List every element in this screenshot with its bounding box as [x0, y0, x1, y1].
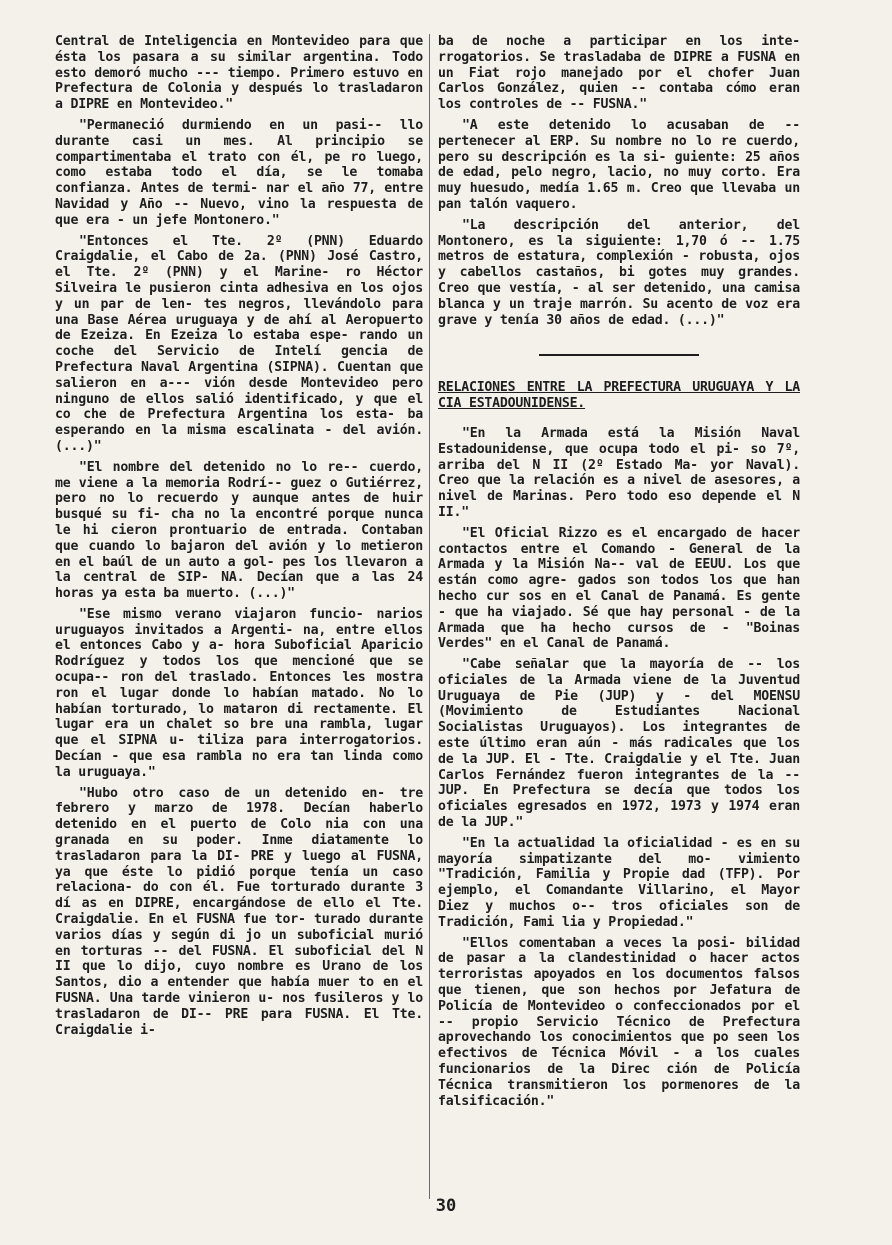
paragraph: "El Oficial Rizzo es el encargado de hacer contactos entre el Comando - General de la Armada y la Misión Na-- val de EEUU. Los que están como agre- gados son todos los que han hecho cur sos en el Canal de Panamá. Es gente - que ha viajado. Sé que hay personal - de la Armada que ha hecho cursos de - "Boinas Verdes" en el Canal de Panamá. — [438, 525, 800, 652]
section-heading: RELACIONES ENTRE LA PREFECTURA URUGUAYA Y LA CIA ESTADOUNIDENSE. — [438, 380, 800, 412]
page-number: 30 — [435, 1196, 457, 1216]
paragraph: "Entonces el Tte. 2º (PNN) Eduardo Craigdalie, el Cabo de 2a. (PNN) José Castro, el Tte. 2º (PNN) y el Marine- ro Héctor Silveira le pusieron cinta adhesiva en los ojos y un par de len- tes negros, llevándolo para una Base Aérea uruguaya y de ahí al Aeropuerto de Ezeiza. En Ezeiza lo estaba espe- rando un coche del Servicio de Intelí gencia de Prefectura Naval Argentina (SIPNA). Cuentan que salieron en a--- vión desde Montevideo pero ninguno de ellos salió identificado, y que el co che de Prefectura Argentina los esta- ba esperando en la misma escalinata - del avión. (...)" — [55, 233, 423, 454]
paragraph: "La descripción del anterior, del Montonero, es la siguiente: 1,70 ó -- 1.75 metros de estatura, complexión - robusta, ojos y cabellos castaños, bi gotes muy grandes. Creo que vestía, - al ser detenido, una camisa blanca y un traje marrón. Su acento de voz era grave y tenía 30 años de edad. (...)" — [438, 217, 800, 328]
right-column — [438, 34, 800, 1114]
section-separator-rule — [539, 354, 699, 356]
paragraph: "Ese mismo verano viajaron funcio- narios uruguayos invitados a Argenti- na, entre ellos el entonces Cabo y a- hora Suboficial Aparicio Rodríguez y todos los que mencioné que se ocupa-- ron del traslado. Entonces les mostra ron el lugar donde lo habían matado. No lo habían torturado, lo mataron di rectamente. El lugar era un chalet so bre una rambla, lugar que el SIPNA u- tiliza para interrogatorios. Decían - que esa rambla no era tan linda como la uruguaya." — [55, 606, 423, 780]
paragraph: "A este detenido lo acusaban de -- pertenecer al ERP. Su nombre no lo re cuerdo, pero su descripción es la si- guiente: 25 años de edad, pelo negro, lacio, no muy corto. Era muy huesudo, medía 1.65 m. Creo que llevaba un pan talón vaquero. — [438, 117, 800, 212]
column-divider — [429, 34, 430, 1199]
paragraph: ba de noche a participar en los inte- rrogatorios. Se trasladaba de DIPRE a FUSNA en un Fiat rojo manejado por el chofer Juan Carlos González, quien -- contaba cómo eran los controles de -- FUSNA." — [438, 34, 800, 113]
paragraph: "El nombre del detenido no lo re-- cuerdo, me viene a la memoria Rodrí-- guez o Gutiérrez, pero no lo recuerdo y aunque antes de huir busqué su fi- cha no la encontré porque nunca le hi cieron prontuario de entrada. Contaban que cuando lo bajaron del avión y lo metieron en el baúl de un auto a gol- pes los llevaron a la central de SIP- NA. Decían que a las 24 horas ya esta ba muerto. (...)" — [55, 459, 423, 602]
paragraph: "Ellos comentaban a veces la posi- bilidad de pasar a la clandestinidad o hacer actos terroristas apoyados en los documentos falsos que tienen, que son hechos por Jefatura de Policía de Montevideo o confeccionados por el -- propio Servicio Técnico de Prefectura aprovechando los conocimientos que po seen los efectivos de Técnica Móvil - a los cuales funcionarios de la Direc ción de Policía Técnica transmitieron los pormenores de la falsificación." — [438, 935, 800, 1109]
left-column — [55, 34, 423, 1043]
paragraph: "En la actualidad la oficialidad - es en su mayoría simpatizante del mo- vimiento "Tradición, Familia y Propie dad (TFP). Por ejemplo, el Comandante Villarino, el Mayor Diez y muchos o-- tros oficiales son de Tradición, Fami lia y Propiedad." — [438, 835, 800, 930]
paragraph: "Cabe señalar que la mayoría de -- los oficiales de la Armada viene de la Juventud Uruguaya de Pie (JUP) y - del MOENSU (Movimiento de Estudiantes Nacional Socialistas Uruguayos). Los integrantes de este último eran aún - más radicales que los de la JUP. El - Tte. Craigdalie y el Tte. Juan Carlos Fernández fueron integrantes de la -- JUP. En Prefectura se decía que todos los oficiales egresados en 1972, 1973 y 1974 eran de la JUP." — [438, 657, 800, 831]
paragraph: "Permaneció durmiendo en un pasi-- llo durante casi un mes. Al principio se compartimentaba el trato con él, pe ro luego, como estaba todo el día, se le tomaba confianza. Antes de termi- nar el año 77, entre Navidad y Año -- Nuevo, vino la respuesta de que era - un jefe Montonero." — [55, 117, 423, 228]
paragraph: Central de Inteligencia en Montevideo para que ésta los pasara a su similar argentina. Todo esto demoró mucho --- tiempo. Primero estuvo en Prefectura de Colonia y después lo trasladaron a DIPRE en Montevideo." — [55, 34, 423, 113]
paragraph: "Hubo otro caso de un detenido en- tre febrero y marzo de 1978. Decían haberlo detenido en el puerto de Colo nia con una granada en su poder. Inme diatamente lo trasladaron para la DI- PRE y luego al FUSNA, ya que éste lo pidió porque tenía un caso relaciona- do con él. Fue torturado durante 3 dí as en DIPRE, encargándose de ello el Tte. Craigdalie. En el FUSNA fue tor- turado durante varios días y según di jo un suboficial murió en torturas -- del FUSNA. El suboficial del N II que lo dijo, cuyo nombre es Urano de los Santos, dio a entender que había muer to en el FUSNA. Una tarde vinieron u- nos fusileros y lo trasladaron de DI-- PRE para FUSNA. El Tte. Craigdalie i- — [55, 785, 423, 1038]
paragraph: "En la Armada está la Misión Naval Estadounidense, que ocupa todo el pi- so 7º, arriba del N II (2º Estado Ma- yor Naval). Creo que la relación es a nivel de asesores, a nivel de Marinas. Pero todo eso depende el N II." — [438, 425, 800, 520]
